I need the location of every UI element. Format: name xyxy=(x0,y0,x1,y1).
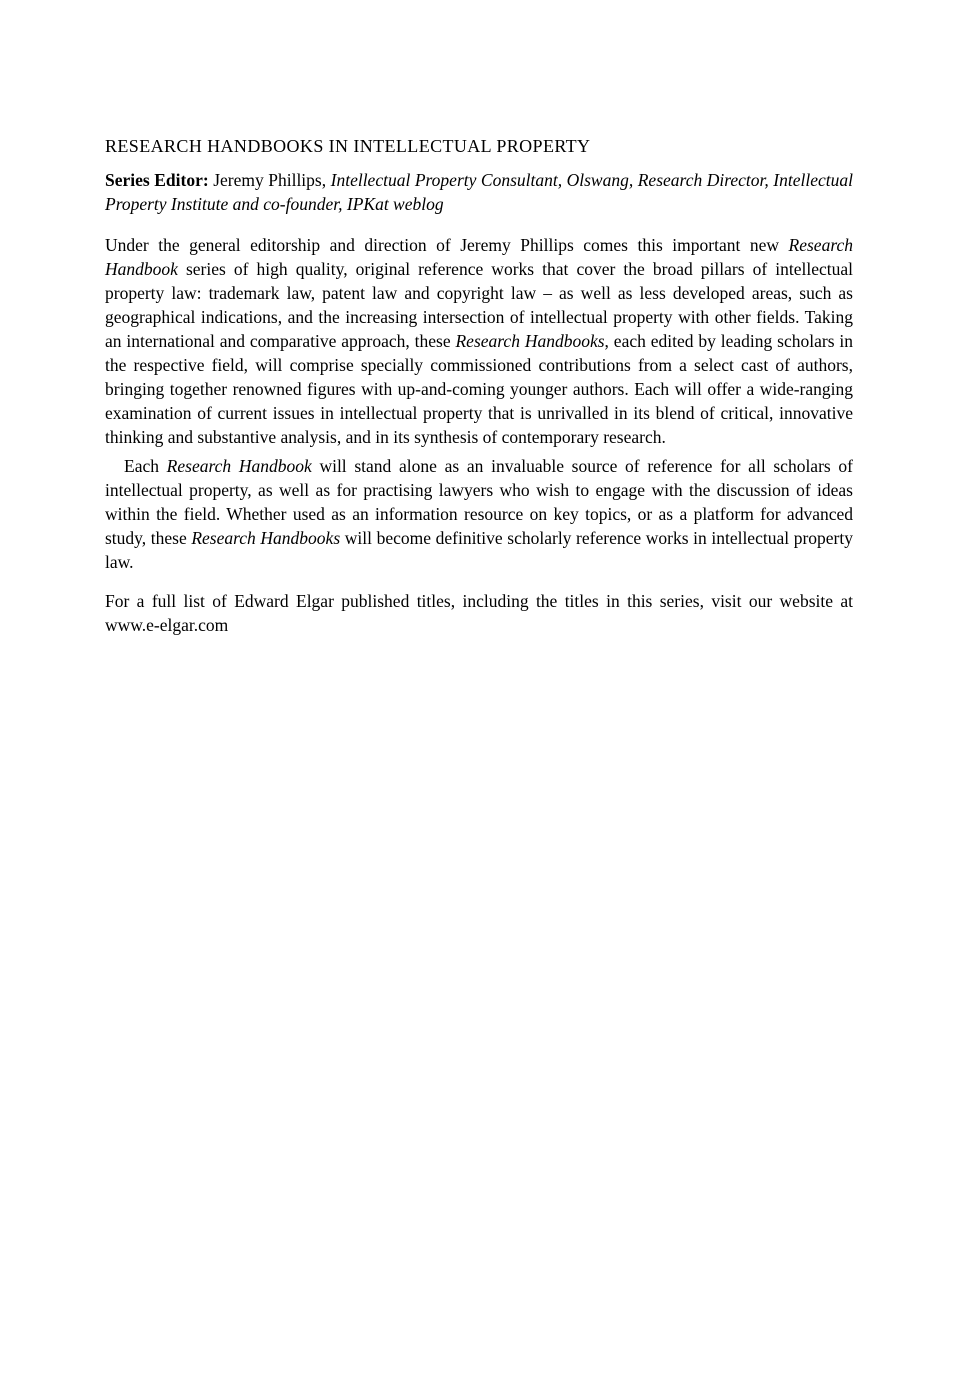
text-segment-normal: For a full list of Edward Elgar published titles, including the titles in this series, visit our website at www.e-elgar.com xyxy=(105,591,853,635)
paragraph-publisher-note xyxy=(105,589,853,637)
text-segment-normal: will stand alone as an invaluable source of reference for all scholars of intellectual property, as well as for practising lawyers who wish to engage with the discussion of ideas within the field. Whether used as an information resource on key topics, or as a platform for advanced study, these xyxy=(105,456,853,548)
text-segment-bold: Series Editor: xyxy=(105,170,214,190)
text-segment-italic: Research Handbooks xyxy=(455,331,605,351)
text-segment-italic: Intellectual Property Consultant, Olswang, Research Director, Intellectual Property Institute and co-founder, IPKat weblog xyxy=(105,170,853,214)
text-segment-normal: Under the general editorship and direction of Jeremy Phillips comes this important new xyxy=(105,235,789,255)
text-segment-italic: Research Handbooks xyxy=(191,528,341,548)
paragraph-series-description xyxy=(105,233,853,449)
text-segment-normal: , each edited by leading scholars in the respective field, will comprise specially commissioned contributions from a select cast of authors, bringing together renowned figures with up-and-coming younger authors. Each will offer a wide-ranging examination of current issues in intellectual property that is unrivalled in its blend of critical, innovative thinking and substantive analysis, and in its synthesis of contemporary research. xyxy=(105,331,853,447)
text-segment-normal: Jeremy Phillips, xyxy=(213,170,331,190)
text-segment-normal: will become definitive scholarly reference works in intellectual property law. xyxy=(105,528,853,572)
paragraph-handbook-purpose xyxy=(105,454,853,574)
text-segment-italic: Research Handbook xyxy=(105,235,853,279)
text-segment-normal: series of high quality, original reference works that cover the broad pillars of intellectual property law: trademark law, patent law and copyright law – as well as less developed areas, such as geographical indications, and the increasing intersection of intellectual property with other fields. Taking an international and comparative approach, these xyxy=(105,259,853,351)
series-title-heading: RESEARCH HANDBOOKS IN INTELLECTUAL PROPERTY xyxy=(105,136,591,156)
page-content xyxy=(105,134,853,637)
text-segment-normal: Each xyxy=(124,456,167,476)
series-editor-paragraph xyxy=(105,168,853,216)
text-segment-italic: Research Handbook xyxy=(166,456,312,476)
